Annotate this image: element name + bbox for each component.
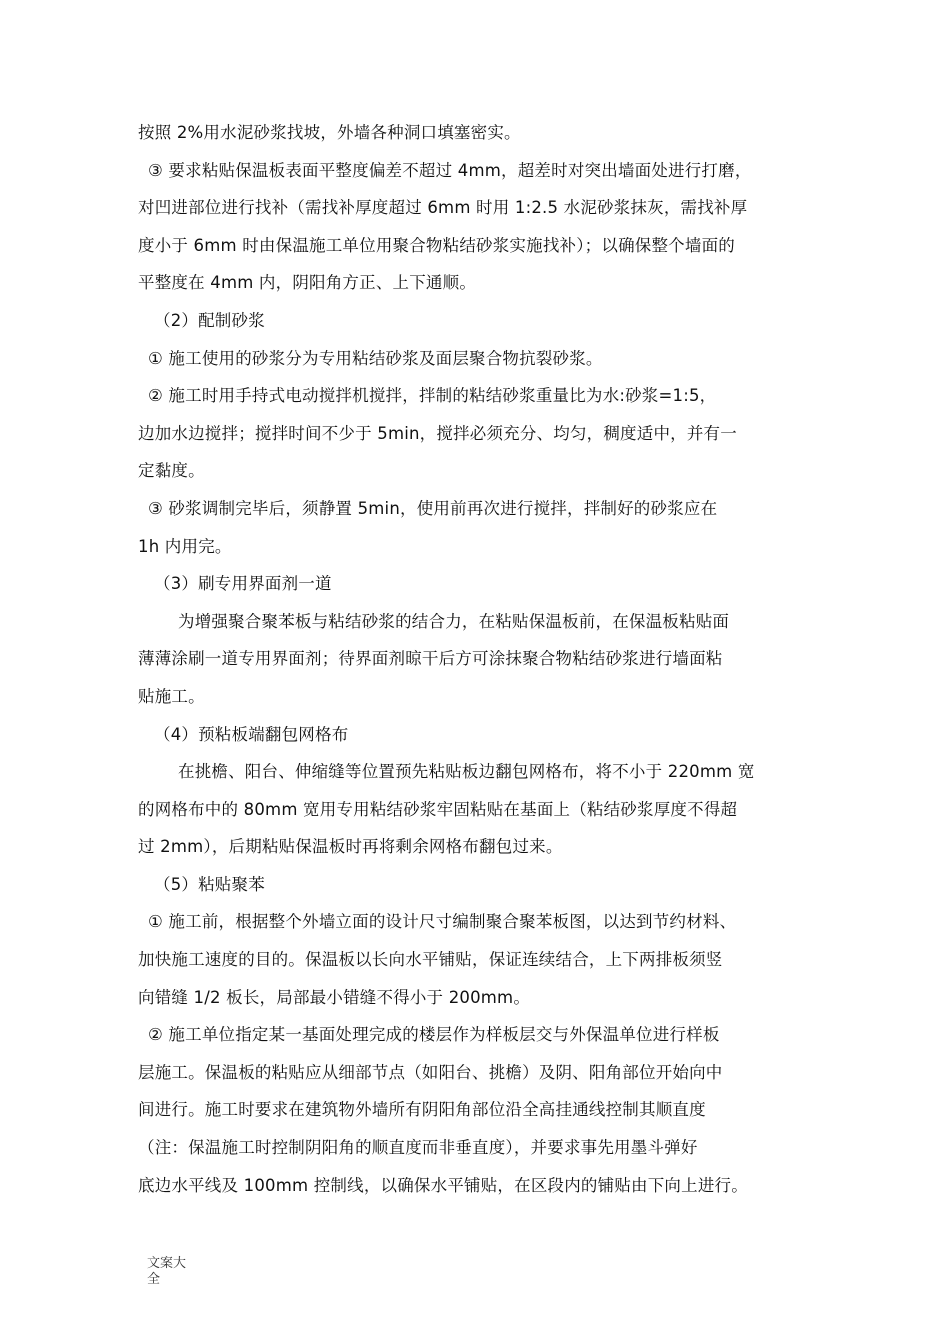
section-heading: （5）粘贴聚苯 xyxy=(154,874,265,894)
text-line: 1h 内用完。 xyxy=(138,536,232,556)
text-line: 过 2mm），后期粘贴保温板时再将剩余网格布翻包过来。 xyxy=(138,837,563,857)
text-line: 按照 2%用水泥砂浆找坡，外墙各种洞口填塞密实。 xyxy=(138,123,521,142)
section-heading: （4）预粘板端翻包网格布 xyxy=(154,724,349,744)
section-heading: （2）配制砂浆 xyxy=(154,310,265,330)
text-line: 为增强聚合聚苯板与粘结砂浆的结合力，在粘贴保温板前，在保温板粘贴面 xyxy=(178,611,730,631)
text-line: 的网格布中的 80mm 宽用专用粘结砂浆牢固粘贴在基面上（粘结砂浆厚度不得超 xyxy=(138,799,738,819)
text-line: 薄薄涂刷一道专用界面剂；待界面剂晾干后方可涂抹聚合物粘结砂浆进行墙面粘 xyxy=(138,649,723,669)
footer-line: 全 xyxy=(147,1272,161,1287)
document-body xyxy=(138,114,818,1204)
footer-line: 文案大 xyxy=(147,1256,187,1271)
text-line: ③ 要求粘贴保温板表面平整度偏差不超过 4mm，超差时对突出墙面处进行打磨， xyxy=(148,160,752,180)
text-line: 度小于 6mm 时由保温施工单位用聚合物粘结砂浆实施找补）；以确保整个墙面的 xyxy=(138,235,735,255)
text-line: ② 施工单位指定某一基面处理完成的楼层作为样板层交与外保温单位进行样板 xyxy=(148,1025,720,1045)
text-line: ① 施工前，根据整个外墙立面的设计尺寸编制聚合聚苯板图，以达到节约材料、 xyxy=(148,912,737,932)
text-line: ② 施工时用手持式电动搅拌机搅拌，拌制的粘结砂浆重量比为水:砂浆=1:5， xyxy=(148,386,717,406)
text-line: 加快施工速度的目的。保温板以长向水平铺贴，保证连续结合，上下两排板须竖 xyxy=(138,950,723,970)
text-line: 平整度在 4mm 内，阴阳角方正、上下通顺。 xyxy=(138,273,477,293)
text-line: ① 施工使用的砂浆分为专用粘结砂浆及面层聚合物抗裂砂浆。 xyxy=(148,348,603,368)
text-line: 在挑檐、阳台、伸缩缝等位置预先粘贴板边翻包网格布，将不小于 220mm 宽 xyxy=(178,762,755,782)
text-line: 定黏度。 xyxy=(138,461,205,481)
text-line: 层施工。保温板的粘贴应从细部节点（如阳台、挑檐）及阴、阳角部位开始向中 xyxy=(138,1062,723,1082)
text-line: 底边水平线及 100mm 控制线，以确保水平铺贴，在区段内的铺贴由下向上进行。 xyxy=(138,1175,748,1195)
text-line: 间进行。施工时要求在建筑物外墙所有阴阳角部位沿全高挂通线控制其顺直度 xyxy=(138,1100,706,1120)
text-line: 边加水边搅拌；搅拌时间不少于 5min，搅拌必须充分、均匀，稠度适中，并有一 xyxy=(138,423,737,443)
text-line: （注：保温施工时控制阴阳角的顺直度而非垂直度），并要求事先用墨斗弹好 xyxy=(138,1138,698,1158)
text-line: 向错缝 1/2 板长，局部最小错缝不得小于 200mm。 xyxy=(138,987,531,1007)
section-heading: （3）刷专用界面剂一道 xyxy=(154,574,332,594)
text-line: 贴施工。 xyxy=(138,686,205,706)
text-line: 对凹进部位进行找补（需找补厚度超过 6mm 时用 1:2.5 水泥砂浆抹灰，需找补厚 xyxy=(138,198,748,218)
footer-label xyxy=(147,1256,197,1288)
text-line: ③ 砂浆调制完毕后，须静置 5min，使用前再次进行搅拌，拌制好的砂浆应在 xyxy=(148,498,718,518)
